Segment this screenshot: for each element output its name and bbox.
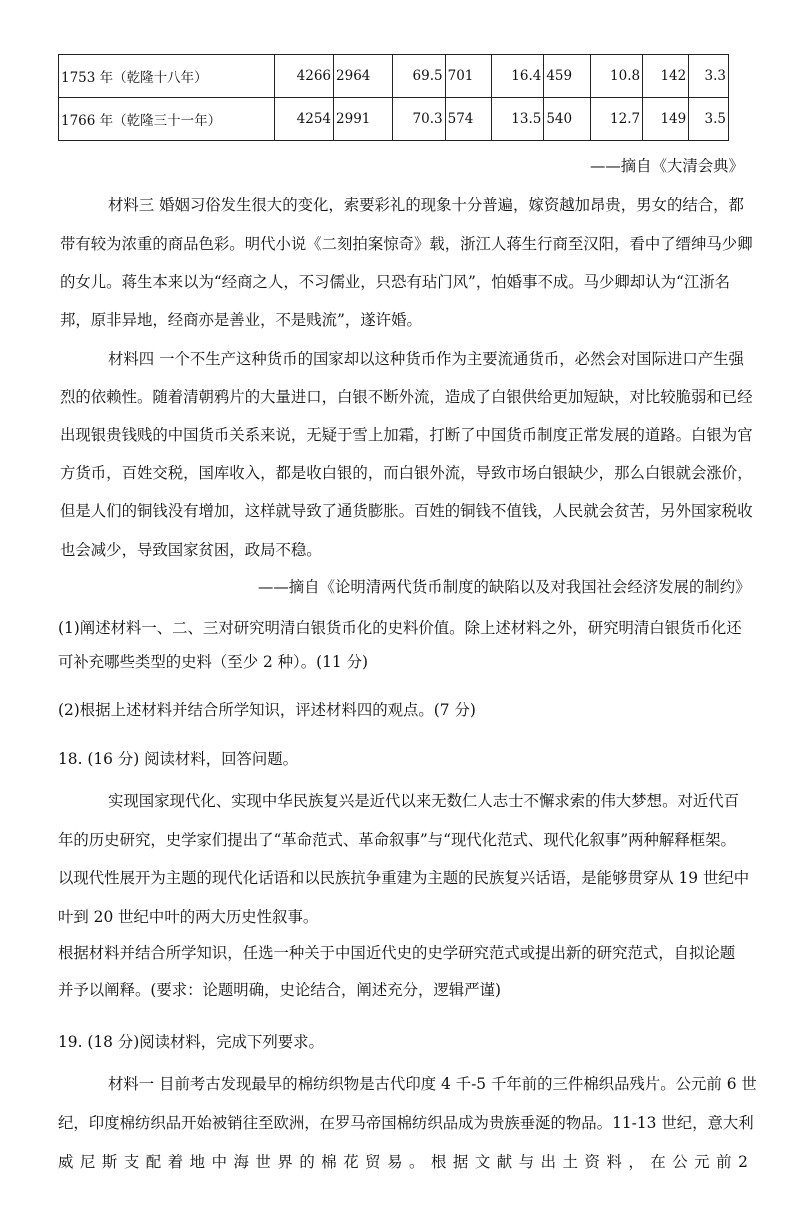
- table-cell-value: 3.3: [689, 55, 729, 98]
- question-19-line: 纪，印度棉纺织品开始被销往至欧洲，在罗马帝国棉纺织品成为贵族垂涎的物品。11-13 世纪，意大利: [58, 1114, 754, 1132]
- justified-glyph: 着: [167, 1153, 184, 1171]
- material3-line: 带有较为浓重的商品色彩。明代小说《二刻拍案惊奇》载，浙江人蒋生行商至汉阳，看中了缙绅马少卿: [60, 235, 753, 253]
- justified-glyph: 与: [518, 1153, 535, 1171]
- table-cell-value: 540: [544, 98, 590, 141]
- justified-glyph: 公: [672, 1153, 688, 1171]
- justified-glyph: 料: [606, 1153, 622, 1171]
- table-cell-value: 13.5: [491, 98, 544, 141]
- material4-line: 也会减少，导致国家贫困，政局不稳。: [60, 541, 322, 559]
- justified-glyph: 易: [387, 1153, 403, 1171]
- table-body: [59, 55, 729, 141]
- table-source: ——摘自《大清会典》: [590, 157, 744, 175]
- question-19-line: 材料一 目前考古发现最早的棉纺织物是古代印度 4 千-5 千年前的三件棉织品残片。公元前 6 世: [108, 1075, 757, 1093]
- material3-line: 的女儿。蒋生本来以为“经商之人，不习儒业，只恐有玷门风”，怕婚事不成。马少卿却认为“江浙名: [60, 273, 731, 291]
- table-cell-value: 2991: [334, 98, 393, 141]
- question-18-heading: 18. (16 分) 阅读材料，回答问题。: [58, 750, 299, 768]
- table-cell-value: 701: [445, 55, 491, 98]
- justified-glyph: 2: [738, 1153, 748, 1171]
- justified-glyph: 支: [123, 1153, 140, 1171]
- table-cell-value: 2964: [334, 55, 393, 98]
- table-cell-value: 574: [445, 98, 491, 141]
- justified-glyph: 根: [430, 1153, 447, 1171]
- justified-glyph: 棉: [321, 1153, 337, 1171]
- table-cell-value: 10.8: [590, 55, 643, 98]
- justified-glyph: 尼: [79, 1153, 96, 1171]
- justified-glyph: 斯: [101, 1153, 118, 1171]
- question-17-2: (2)根据上述材料并结合所学知识，评述材料四的观点。(7 分): [58, 701, 476, 719]
- justified-glyph: 配: [145, 1153, 162, 1171]
- population-table: [58, 54, 729, 141]
- table-cell-value: 459: [544, 55, 590, 98]
- question-17-1-cont: 可补充哪些类型的史料（至少 2 种）。(11 分): [58, 653, 369, 671]
- question-18-task: 并予以阐释。(要求：论题明确，史论结合，阐述充分，逻辑严谨): [58, 981, 501, 999]
- question-17-1: (1)阐述材料一、二、三对研究明清白银货币化的史料价值。除上述材料之外，研究明清白银货币化还: [58, 619, 742, 637]
- table-row: [59, 55, 729, 98]
- question-18-task: 根据材料并结合所学知识，任选一种关于中国近代史的史学研究范式或提出新的研究范式，自拟论题: [58, 944, 736, 962]
- justified-glyph: 元: [694, 1153, 710, 1171]
- justified-glyph: 地: [189, 1153, 206, 1171]
- table-cell-value: 69.5: [393, 55, 446, 98]
- justified-glyph: 中: [211, 1153, 227, 1171]
- justified-glyph: 贸: [365, 1153, 381, 1171]
- table-cell-value: 4266: [275, 55, 334, 98]
- question-18-line: 实现国家现代化、实现中华民族复兴是近代以来无数仁人志士不懈求索的伟大梦想。对近代百: [108, 792, 740, 810]
- table-cell-value: 70.3: [393, 98, 446, 141]
- question-18-line: 以现代性展开为主题的现代化话语和以民族抗争重建为主题的民族复兴话语，是能够贯穿从 19 世纪中: [58, 869, 750, 887]
- question-18-line: 年的历史研究，史学家们提出了“革命范式、革命叙事”与“现代化范式、现代化叙事”两种解释框架。: [58, 831, 736, 849]
- justified-glyph: ，: [628, 1153, 644, 1171]
- justified-glyph: 出: [540, 1153, 557, 1171]
- material4-line: 但是人们的铜钱没有增加，这样就导致了通货膨胀。百姓的铜钱不值钱，人民就会贫苦，另外国家税收: [60, 502, 753, 520]
- table-cell-value: 4254: [275, 98, 334, 141]
- justified-glyph: 花: [343, 1153, 359, 1171]
- material4-line: 出现银贵钱贱的中国货币关系来说，无疑于雪上加霜，打断了中国货币制度正常发展的道路。白银为官: [60, 426, 753, 444]
- table-cell-value: 12.7: [590, 98, 643, 141]
- material4-line: 方货币，百姓交税，国库收入，都是收白银的，而白银外流，导致市场白银缺少，那么白银就会涨价，: [60, 464, 753, 482]
- justified-glyph: 海: [233, 1153, 249, 1171]
- justified-glyph: 文: [474, 1153, 491, 1171]
- material4-line: 烈的依赖性。随着清朝鸦片的大量进口，白银不断外流，造成了白银供给更加短缺，对比较脆弱和已经: [60, 388, 753, 406]
- justified-glyph: 界: [277, 1153, 293, 1171]
- table-row: [59, 98, 729, 141]
- justified-glyph: 威: [58, 1153, 74, 1171]
- justified-glyph: 土: [562, 1153, 578, 1171]
- table-cell-value: 149: [643, 98, 689, 141]
- justified-glyph: 据: [452, 1153, 469, 1171]
- material3-line: 邦，原非异地，经商亦是善业，不是贱流”，遂许婚。: [60, 311, 422, 329]
- material4-line: 材料四 一个不生产这种货币的国家却以这种货币作为主要流通货币，必然会对国际进口产生强: [108, 350, 744, 368]
- justified-glyph: 资: [584, 1153, 600, 1171]
- material4-source: ——摘自《论明清两代货币制度的缺陷以及对我国社会经济发展的制约》: [258, 578, 751, 596]
- table-cell-value: 16.4: [491, 55, 544, 98]
- justified-glyph: 在: [650, 1153, 666, 1171]
- table-cell-value: 3.5: [689, 98, 729, 141]
- table-cell-year: 1766 年（乾隆三十一年）: [59, 98, 275, 141]
- justified-glyph: 的: [299, 1153, 315, 1171]
- justified-glyph: 世: [255, 1153, 271, 1171]
- table-cell-value: 142: [643, 55, 689, 98]
- justified-glyph: 。: [409, 1153, 425, 1171]
- justified-glyph: 献: [496, 1153, 513, 1171]
- justified-glyph: 前: [716, 1153, 732, 1171]
- material3-line: 材料三 婚姻习俗发生很大的变化，索要彩礼的现象十分普遍，嫁资越加昂贵，男女的结合，都: [108, 196, 744, 214]
- question-19-heading: 19. (18 分)阅读材料，完成下列要求。: [58, 1033, 324, 1051]
- question-19-line-justified: [58, 1152, 748, 1172]
- question-18-line: 叶到 20 世纪中叶的两大历史性叙事。: [58, 908, 319, 926]
- table-cell-year: 1753 年（乾隆十八年）: [59, 55, 275, 98]
